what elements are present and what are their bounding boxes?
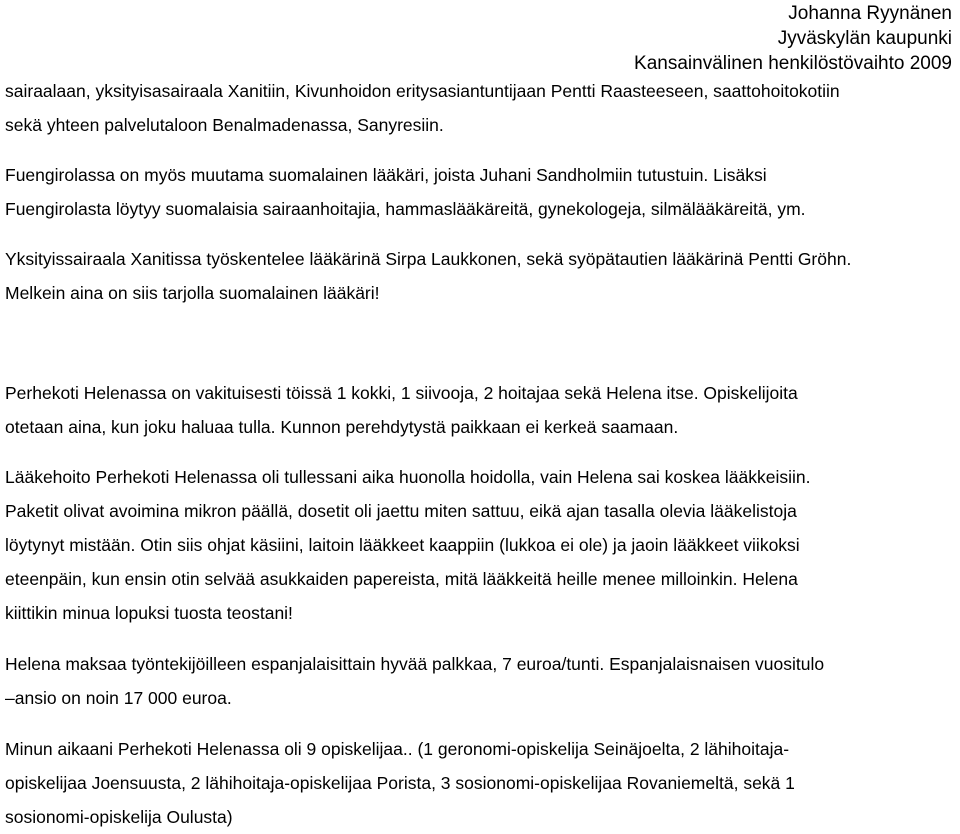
- body-line: opiskelijaa Joensuusta, 2 lähihoitaja-opiskelijaa Porista, 3 sosionomi-opiskelijaa Rovaniemeltä, sekä 1: [5, 773, 795, 793]
- body-line: otetaan aina, kun joku haluaa tulla. Kunnon perehdytystä paikkaan ei kerkeä saamaan.: [5, 417, 679, 437]
- author-name: Johanna Ryynänen: [788, 3, 952, 24]
- body-line: Lääkehoito Perhekoti Helenassa oli tullessani aika huonolla hoidolla, vain Helena sai koskea lääkkeisiin.: [5, 467, 811, 487]
- body-line: kiittikin minua lopuksi tuosta teostani!: [5, 603, 293, 623]
- body-line: Melkein aina on siis tarjolla suomalainen lääkäri!: [5, 283, 380, 303]
- document-header: [634, 0, 952, 76]
- body-line: Yksityissairaala Xanitissa työskentelee lääkärinä Sirpa Laukkonen, sekä syöpätautien lääkärinä Pentti Gröhn.: [5, 249, 852, 269]
- body-line: sairaalaan, yksityisasairaala Xanitiin, Kivunhoidon eritysasiantuntijaan Pentti Raasteeseen, saattohoitokotiin: [5, 81, 840, 101]
- body-line: Paketit olivat avoimina mikron päällä, dosetit oli jaettu miten sattuu, eikä ajan tasalla olevia lääkelistoja: [5, 501, 797, 521]
- body-line: Perhekoti Helenassa on vakituisesti töissä 1 kokki, 1 siivooja, 2 hoitajaa sekä Helena itse. Opiskelijoita: [5, 383, 798, 403]
- body-line: –ansio on noin 17 000 euroa.: [5, 688, 232, 708]
- body-line: sosionomi-opiskelija Oulusta): [5, 807, 233, 827]
- body-line: löytynyt mistään. Otin siis ohjat käsiini, laitoin lääkkeet kaappiin (lukkoa ei ole) ja jaoin lääkkeet viikoksi: [5, 535, 800, 555]
- body-line: Fuengirolasta löytyy suomalaisia sairaanhoitajia, hammaslääkäreitä, gynekologeja, silmälääkäreitä, ym.: [5, 199, 806, 219]
- organization-name: Jyväskylän kaupunki: [777, 28, 952, 49]
- program-name: Kansainvälinen henkilöstövaihto 2009: [634, 53, 952, 74]
- body-line: sekä yhteen palvelutaloon Benalmadenassa, Sanyresiin.: [5, 115, 444, 135]
- body-line: Fuengirolassa on myös muutama suomalainen lääkäri, joista Juhani Sandholmiin tutustuin. Lisäksi: [5, 165, 767, 185]
- body-line: Minun aikaani Perhekoti Helenassa oli 9 opiskelijaa.. (1 geronomi-opiskelija Seinäjoelta, 2 lähihoitaja-: [5, 739, 790, 759]
- document-body: [5, 74, 955, 834]
- body-line: Helena maksaa työntekijöilleen espanjalaisittain hyvää palkkaa, 7 euroa/tunti. Espanjalaisnaisen vuositulo: [5, 654, 825, 674]
- body-line: eteenpäin, kun ensin otin selvää asukkaiden papereista, mitä lääkkeitä heille menee milloinkin. Helena: [5, 569, 798, 589]
